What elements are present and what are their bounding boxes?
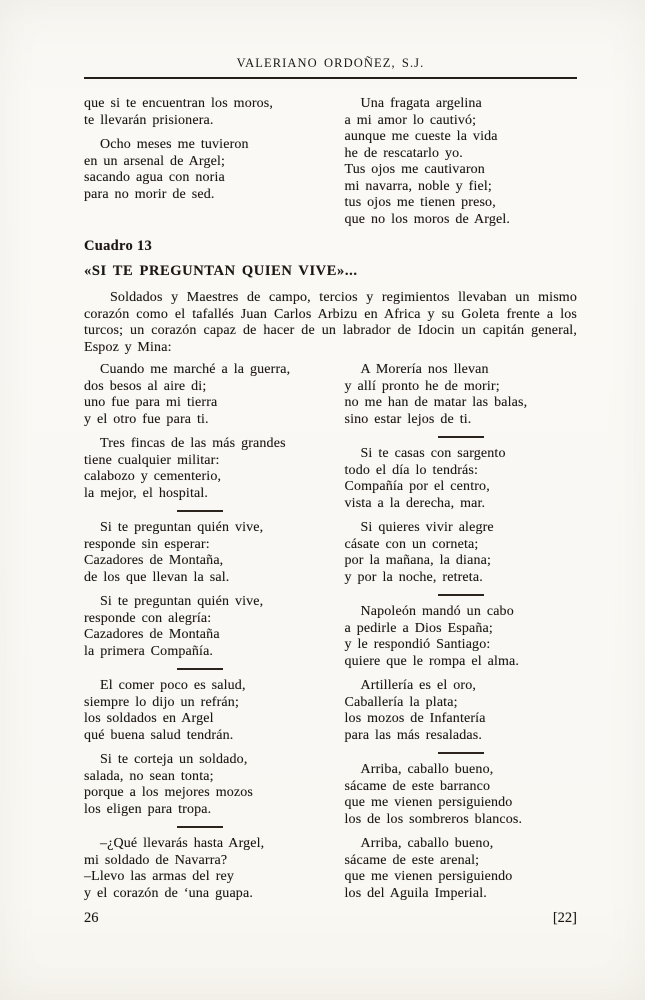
verse-line: y allí pronto he de morir;: [344, 378, 500, 394]
verse-line: que si te encuentran los moros,: [84, 96, 274, 111]
verse-line: –Llevo las armas del rey: [84, 869, 235, 884]
continuation-left-column: [84, 96, 317, 228]
plate-number: [22]: [552, 910, 577, 926]
verse-line: he de rescatarlo yo.: [344, 145, 463, 161]
verse-line: sacando agua con noria: [84, 170, 225, 185]
verse-line: Tus ojos me cautivaron: [344, 162, 485, 177]
verse-line: los del Aguila Imperial.: [344, 885, 487, 901]
verse-line: sácame de este barranco: [344, 778, 491, 794]
verse-line: sácame de este arenal;: [344, 852, 480, 868]
verse-line: qué buena salud tendrán.: [84, 727, 234, 743]
verse-line: porque a los mejores mozos: [84, 785, 253, 800]
verse-line: los soldados en Argel: [84, 711, 214, 726]
verse-line: y el otro fue para ti.: [84, 411, 209, 427]
verse-line: la mejor, el hospital.: [84, 485, 209, 501]
stanza-divider: [177, 668, 223, 670]
verse-line: la primera Compañía.: [84, 643, 214, 659]
stanza: [84, 752, 317, 818]
verse-line: Si te preguntan quién vive,: [100, 520, 264, 535]
verse-line: que no los moros de Argel.: [344, 211, 511, 227]
verses-right-column: [345, 362, 578, 902]
verse-line: Si te corteja un soldado,: [100, 752, 248, 767]
verse-line: te llevarán prisionera.: [84, 112, 214, 128]
verse-line: sino estar lejos de ti.: [344, 411, 472, 427]
verse-line: Una fragata argelina: [360, 96, 482, 111]
verse-line: y le respondió Santiago:: [344, 637, 491, 652]
verse-line: Napoleón mandó un cabo: [360, 604, 514, 619]
verse-line: para las más resaladas.: [344, 727, 483, 743]
verse-line: para no morir de sed.: [84, 186, 215, 202]
page-footer: [84, 910, 577, 927]
stanza-divider: [177, 826, 223, 828]
verse-line: A Morería nos llevan: [360, 362, 489, 377]
verse-line: responde sin esperar:: [84, 536, 210, 552]
stanza: [84, 836, 317, 902]
verse-line: vista a la derecha, mar.: [344, 495, 486, 511]
header-rule: [84, 77, 577, 79]
stanza: [84, 362, 317, 428]
verse-line: Arriba, caballo bueno,: [360, 836, 494, 851]
stanza: [345, 678, 578, 744]
stanza: [345, 446, 578, 512]
verse-line: –¿Qué llevarás hasta Argel,: [100, 836, 265, 851]
verse-line: no me han de matar las balas,: [344, 395, 528, 410]
verse-line: Si te preguntan quién vive,: [100, 594, 264, 609]
stanza: [84, 137, 317, 203]
verse-line: aunque me cueste la vida: [344, 129, 498, 144]
verse-line: que me vienen persiguiendo: [344, 795, 513, 810]
verse-line: de los que llevan la sal.: [84, 569, 230, 585]
verse-line: Artillería es el oro,: [360, 678, 476, 693]
stanza: [345, 362, 578, 428]
verses-left-column: [84, 362, 317, 902]
verse-line: en un arsenal de Argel;: [84, 153, 226, 169]
verse-line: Cazadores de Montaña,: [84, 553, 224, 568]
verse-line: Si te casas con sargento: [360, 446, 506, 461]
verse-line: Caballería la plata;: [344, 694, 458, 710]
verse-line: responde con alegría:: [84, 610, 212, 626]
verse-line: uno fue para mi tierra: [84, 395, 218, 410]
running-header: VALERIANO ORDOÑEZ, S.J.: [236, 56, 425, 70]
continuation-verses: [84, 96, 577, 228]
stanza-divider: [177, 510, 223, 512]
verse-line: los mozos de Infantería: [344, 711, 486, 726]
verse-line: y por la noche, retreta.: [344, 569, 483, 585]
continuation-right-column: [345, 96, 578, 228]
verse-line: quiere que le rompa el alma.: [344, 653, 520, 669]
stanza-divider: [438, 436, 484, 438]
verse-line: y el corazón de ‘una guapa.: [84, 885, 253, 901]
verse-line: Compañía por el centro,: [344, 479, 490, 494]
stanza: [84, 520, 317, 586]
verse-line: Ocho meses me tuvieron: [100, 137, 249, 152]
verse-line: Cazadores de Montaña: [84, 627, 220, 642]
section-title: «SI TE PREGUNTAN QUIEN VIVE»...: [84, 263, 358, 279]
page-content: [84, 56, 577, 902]
stanza: [345, 762, 578, 828]
verse-line: El comer poco es salud,: [100, 678, 246, 693]
verse-line: Si quieres vivir alegre: [360, 520, 494, 535]
verse-line: tiene cualquier militar:: [84, 452, 220, 468]
verse-line: todo el día lo tendrás:: [344, 462, 479, 478]
verse-line: por la mañana, la diana;: [344, 553, 492, 568]
stanza: [84, 96, 317, 129]
verse-line: Cuando me marché a la guerra,: [100, 362, 291, 377]
verse-line: a mi amor lo cautivó;: [344, 112, 477, 128]
stanza: [345, 836, 578, 902]
verse-line: mi soldado de Navarra?: [84, 852, 228, 868]
stanza: [84, 594, 317, 660]
stanza-divider: [438, 752, 484, 754]
verse-line: salada, no sean tonta;: [84, 768, 214, 784]
stanza: [345, 520, 578, 586]
verse-line: cásate con un corneta;: [344, 536, 479, 552]
stanza: [345, 604, 578, 670]
verse-line: los de los sombreros blancos.: [344, 811, 523, 827]
verse-line: que me vienen persiguiendo: [344, 869, 513, 884]
section-kicker: Cuadro 13: [84, 238, 153, 254]
page-number: 26: [84, 910, 99, 926]
verse-line: dos besos al aire di;: [84, 378, 207, 394]
stanza-divider: [438, 594, 484, 596]
verse-line: mi navarra, noble y fiel;: [344, 178, 492, 194]
stanza: [84, 678, 317, 744]
verse-line: los eligen para tropa.: [84, 801, 212, 817]
verse-line: Tres fincas de las más grandes: [100, 436, 286, 451]
verse-line: calabozo y cementerio,: [84, 469, 222, 484]
verse-columns: [84, 362, 577, 902]
verse-line: a pedirle a Dios España;: [344, 620, 493, 636]
verse-line: tus ojos me tienen preso,: [344, 195, 496, 210]
stanza: [84, 436, 317, 502]
intro-paragraph: Soldados y Maestres de campo, tercios y regimientos llevaban un mismo corazón como el tafallés Juan Carlos Arbizu en Africa y su Goleta frente a los turcos; un corazón capaz de hacer de un labrador de Idocin un capitán general, Espoz y Mina:: [84, 290, 577, 355]
verse-line: Arriba, caballo bueno,: [360, 762, 494, 777]
stanza: [345, 96, 578, 228]
verse-line: siempre lo dijo un refrán;: [84, 694, 239, 710]
